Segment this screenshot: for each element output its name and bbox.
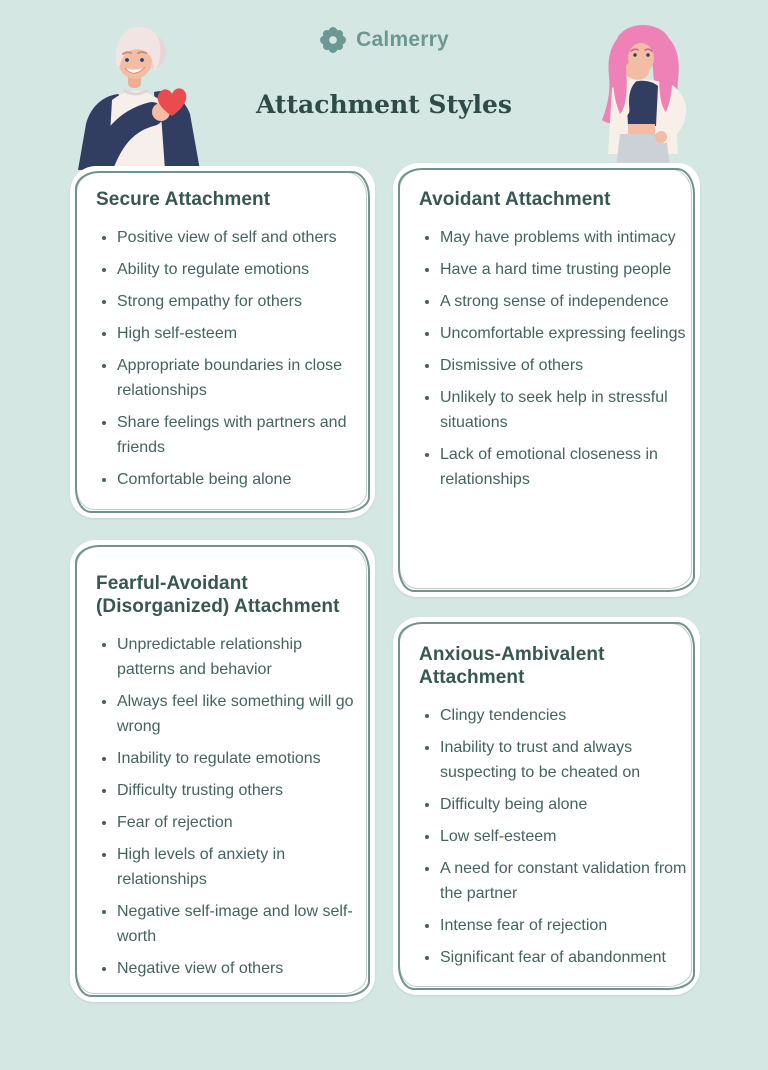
list-item: • Inability to regulate emotions: [117, 746, 363, 771]
page-title: Attachment Styles: [255, 90, 513, 119]
list-item: • Inability to trust and always suspecting to be cheated on: [440, 735, 688, 785]
card-item-list: [96, 225, 363, 492]
card-fearful-avoidant-attachment: [70, 540, 375, 1002]
list-item: • Always feel like something will go wrong: [117, 689, 363, 739]
brand-name: Calmerry: [356, 28, 449, 51]
list-item: • High self-esteem: [117, 321, 363, 346]
list-item: • Strong empathy for others: [117, 289, 363, 314]
list-item: • Fear of rejection: [117, 810, 363, 835]
list-item: • Share feelings with partners and friends: [117, 410, 363, 460]
list-item: • May have problems with intimacy: [440, 225, 688, 250]
card-title: Secure Attachment: [96, 189, 271, 210]
card-secure-attachment: [70, 166, 375, 518]
card-item-list: [419, 225, 688, 492]
list-item: • High levels of anxiety in relationships: [117, 842, 363, 892]
list-item: • Have a hard time trusting people: [440, 257, 688, 282]
list-item: • Appropriate boundaries in close relationships: [117, 353, 363, 403]
list-item: • Difficulty trusting others: [117, 778, 363, 803]
card-title: Fearful-Avoidant (Disorganized) Attachment: [96, 573, 340, 617]
list-item: • Unlikely to seek help in stressful situations: [440, 385, 688, 435]
list-item: • Clingy tendencies: [440, 703, 688, 728]
card-item-list: [96, 632, 363, 981]
list-item: • Unpredictable relationship patterns and behavior: [117, 632, 363, 682]
card-item-list: [419, 703, 688, 970]
list-item: • Comfortable being alone: [117, 467, 363, 492]
list-item: • Significant fear of abandonment: [440, 945, 688, 970]
list-item: • Lack of emotional closeness in relationships: [440, 442, 688, 492]
list-item: • Ability to regulate emotions: [117, 257, 363, 282]
list-item: • Dismissive of others: [440, 353, 688, 378]
card-anxious-ambivalent-attachment: [393, 617, 700, 995]
list-item: • Intense fear of rejection: [440, 913, 688, 938]
card-title: Avoidant Attachment: [419, 189, 611, 210]
list-item: • A need for constant validation from the partner: [440, 856, 688, 906]
card-title: Anxious-Ambivalent Attachment: [419, 644, 605, 688]
card-avoidant-attachment: [393, 163, 700, 597]
list-item: • Uncomfortable expressing feelings: [440, 321, 688, 346]
list-item: • Negative view of others: [117, 956, 363, 981]
list-item: • Low self-esteem: [440, 824, 688, 849]
list-item: • Negative self-image and low self-worth: [117, 899, 363, 949]
calmerry-flower-icon: [319, 26, 347, 54]
brand-logo: [0, 26, 768, 54]
list-item: • Positive view of self and others: [117, 225, 363, 250]
list-item: • Difficulty being alone: [440, 792, 688, 817]
list-item: • A strong sense of independence: [440, 289, 688, 314]
